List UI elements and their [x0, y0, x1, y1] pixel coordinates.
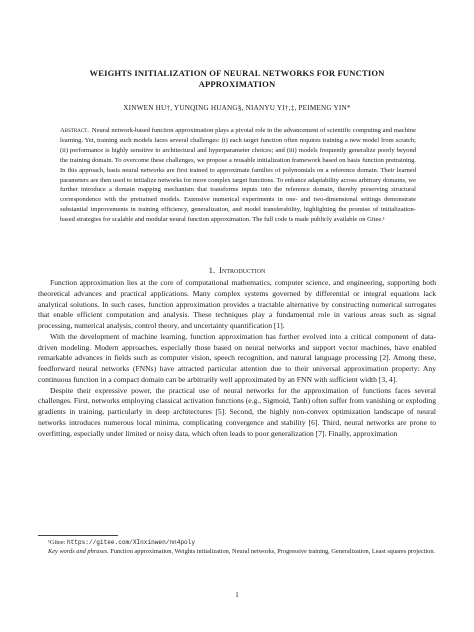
section-heading: [40, 265, 434, 275]
page-number: 1: [235, 591, 239, 599]
paper-title: WEIGHTS INITIALIZATION OF NEURAL NETWORKS FOR FUNCTION APPROXIMATION: [89, 68, 385, 89]
author-list: XINWEN HU†, YUNQING HUANG§, NIANYU YI†,‡, PEIMENG YIN*: [123, 104, 351, 112]
paragraph: With the development of machine learning, function approximation has further evolved into a critical component of data-driven modeling. Modern approaches, especially those based on neural networks and support vector machines, have enabled remarkable advances in fields such as computer vision, speech recognition, and natural language processing [2]. Among these, feedforward neural networks (FNNs) have attracted particular attention due to their universal approximation property: Any continuous function in a compact domain can be arbitrarily well approximated by an FNN with sufficient width [3, 4].: [38, 331, 436, 384]
code-repository-link[interactable]: https://gitee.com/XInxinwen/nn4poly: [67, 539, 195, 546]
abstract-label: Abstract.: [60, 127, 89, 134]
section-title: Introduction: [219, 265, 266, 275]
keywords-text: Function approximation, Weights initialization, Neural networks, Progressive training, Generalization, Least squares projection.: [110, 548, 436, 556]
abstract-text: Neural network-based function approximation plays a pivotal role in the advancement of scientific computing and machine learning. Yet, training such models faces several challenges: (i) each target function often requires training a new model from scratch; (ii) performance is highly sensitive to architectural and hyperparameter choices; and (iii) models frequently generalize poorly beyond the training domain. To overcome these challenges, we propose a reusable initialization framework based on basis function pretraining. In this approach, basis neural networks are first trained to approximate families of polynomials on a reference domain. Their learned parameters are then used to initialize networks for more complex target functions. To enhance adaptability across arbitrary domains, we further introduce a domain mapping mechanism that transforms inputs into the reference domain, thereby preserving structural correspondence with the pretrained models. Extensive numerical experiments in one- and two-dimensional settings demonstrate substantial improvements in training efficiency, generalization, and model transferability, highlighting the promise of initialization-based strategies for scalable and modular neural function approximation. The full code is made publicly available on Gitee.¹: [60, 127, 416, 224]
body-text: [38, 278, 436, 439]
section-number: 1.: [208, 265, 216, 275]
paragraph: Function approximation lies at the core of computational mathematics, computer science, and engineering, supporting both theoretical advances and practical applications. Many complex systems governed by differential or integral equations lack analytical solutions. In such cases, function approximation provides a tractable alternative by constructing numerical surrogates that enable efficient computation and analysis. These techniques play a fundamental role in various areas such as signal processing, numerical analysis, control theory, and uncertainty quantification [1].: [38, 278, 436, 330]
footnote-code-link: [38, 538, 436, 547]
keywords-label: Key words and phrases.: [48, 548, 109, 556]
paragraph: Despite their expressive power, the practical use of neural networks for the approximation of functions faces several challenges. First, networks employing classical activation functions (e.g., Sigmoid, Tanh) often suffer from vanishing or exploding gradients in training, particularly in deep architectures [5]. Second, the highly non-convex optimization landscape of neural networks introduces numerous local minima, complicating convergence and stability [6]. Third, neural networks are prone to overfitting, especially under limited or noisy data, which often leads to poor generalization [7]. Finally, approximation: [38, 385, 436, 438]
abstract: [60, 126, 416, 225]
keywords: [38, 547, 436, 556]
footnotes: [38, 538, 436, 557]
footnote-divider: [38, 535, 118, 536]
footnote-prefix: ¹Gitee:: [48, 539, 67, 546]
